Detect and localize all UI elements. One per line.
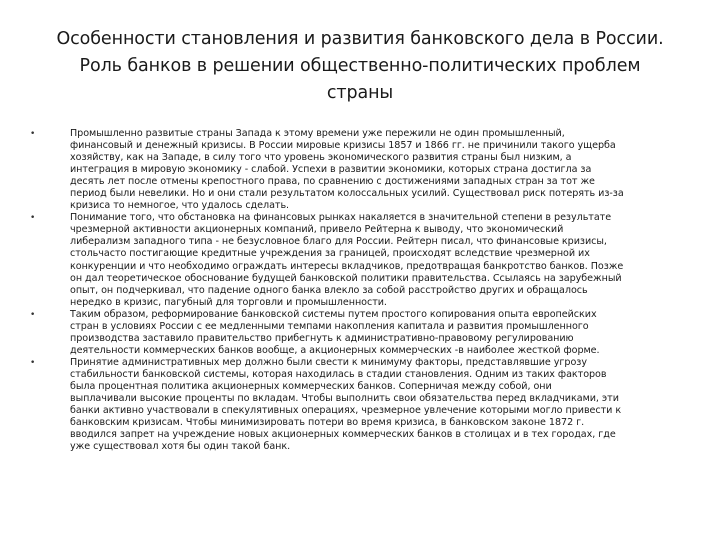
bullet-text xyxy=(70,212,678,308)
bullet-item xyxy=(28,357,678,453)
text-line: стабильности банковской системы, которая находилась в стадии становления. Одним из таких факторов xyxy=(70,368,607,380)
text-line: уже существовал хотя бы один такой банк. xyxy=(70,441,291,453)
text-line: либерализм западного типа - не безусловное благо для России. Рейтерн писал, что финансовые кризисы, xyxy=(70,236,607,248)
bullet-text xyxy=(70,357,678,453)
text-line: хозяйству, как на Западе, в силу того что уровень экономического развития страны был низким, а xyxy=(70,152,572,164)
text-line: чрезмерной активности акционерных компаний, привело Рейтерна к выводу, что экономический xyxy=(70,224,564,236)
text-line: банковским кризисам. Чтобы минимизировать потери во время кризиса, в банковском законе 1872 г. xyxy=(70,417,585,429)
bullet-item xyxy=(28,309,678,357)
bullet-marker: • xyxy=(30,213,36,224)
slide-title xyxy=(40,26,680,107)
bullet-item xyxy=(28,128,678,212)
text-line: Понимание того, что обстановка на финансовых рынках накаляется в значительной степени в результате xyxy=(70,212,612,224)
text-line: банки активно участвовали в спекулятивных операциях, чрезмерное увлечение которыми могло привести к xyxy=(70,405,622,417)
text-line: была процентная политика акционерных коммерческих банков. Соперничая между собой, они xyxy=(70,380,552,392)
text-line: десять лет после отмены крепостного права, по сравнению с достижениями западных стран за тот же xyxy=(70,176,595,188)
bullet-item xyxy=(28,212,678,308)
text-line: опыт, он подчеркивал, что падение одного банка влекло за собой расстройство других и обращалось xyxy=(70,284,588,296)
text-line: Таким образом, реформирование банковской системы путем простого копирования опыта европейских xyxy=(70,308,597,320)
text-line: интеграция в мировую экономику - слабой. Успехи в развитии экономики, которых страна достигла за xyxy=(70,164,592,176)
text-line: выплачивали высокие проценты по вкладам. Чтобы выполнить свои обязательства перед вкладчиками, эти xyxy=(70,393,619,405)
text-line: период были невелики. Но и они стали результатом колоссальных усилий. Существовал риск потерять из-за xyxy=(70,188,624,200)
bullet-list xyxy=(28,128,678,453)
text-line: производства заставило правительство прибегнуть к административно-правовому регулированию xyxy=(70,332,574,344)
text-line: он дал теоретическое обоснование будущей банковской политики правительства. Ссылаясь на зарубежный xyxy=(70,272,622,284)
bullet-text xyxy=(70,309,678,357)
bullet-text xyxy=(70,128,678,212)
text-line: стольчасто постигающие кредитные учреждения за границей, происходят вследствие чрезмерной их xyxy=(70,248,590,260)
text-line: стран в условиях России с ее медленными темпами накопления капитала и развития промышленного xyxy=(70,320,589,332)
text-line: деятельности коммерческих банков вообще, а акционерных коммерческих -в наиболее жесткой форме. xyxy=(70,344,600,356)
title-line: страны xyxy=(326,83,394,103)
bullet-marker: • xyxy=(30,129,36,139)
bullet-marker: • xyxy=(30,357,36,368)
text-line: конкуренции и что необходимо ограждать интересы вкладчиков, предотвращая банкротство банков. Позже xyxy=(70,260,624,272)
title-line: Роль банков в решении общественно-политических проблем xyxy=(79,56,641,76)
text-line: кризиса то немногое, что удалось сделать. xyxy=(70,200,290,212)
text-line: финансовый и денежный кризисы. В России мировые кризисы 1857 и 1866 гг. не причинили такого ущерба xyxy=(70,140,616,152)
text-line: вводился запрет на учреждение новых акционерных коммерческих банков в столицах и в тех городах, где xyxy=(70,429,616,441)
text-line: Принятие административных мер должно были свести к минимуму факторы, представлявшие угрозу xyxy=(70,356,587,368)
text-line: Промышленно развитые страны Запада к этому времени уже пережили не один промышленный, xyxy=(70,128,565,139)
title-line: Особенности становления и развития банковского дела в России. xyxy=(56,29,664,49)
bullet-marker: • xyxy=(30,309,36,320)
text-line: нередко в кризис, пагубный для торговли и промышленности. xyxy=(70,296,387,308)
